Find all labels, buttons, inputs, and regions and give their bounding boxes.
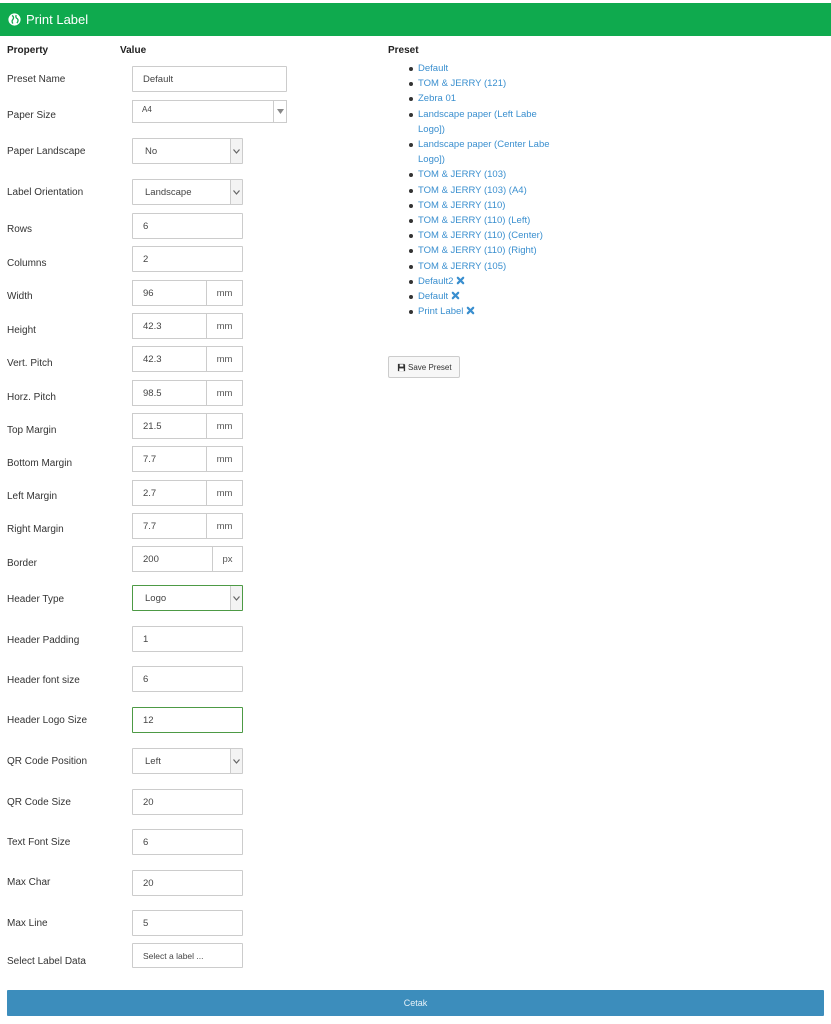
preset-item[interactable] [408, 167, 558, 182]
border-label: Border [7, 558, 38, 569]
page-header [0, 3, 831, 36]
bottom-margin-value: 7.7 [143, 453, 157, 465]
vert-pitch-unit: mm [206, 347, 242, 371]
left-margin-value: 2.7 [143, 487, 157, 499]
preset-item[interactable] [408, 304, 558, 319]
print-button[interactable] [7, 990, 824, 1016]
preset-link[interactable]: Default [418, 63, 449, 74]
qr-position-select[interactable] [132, 748, 243, 774]
header-padding-input[interactable] [132, 626, 243, 652]
preset-link[interactable]: Default2 [418, 275, 454, 287]
paper-landscape-select[interactable] [132, 138, 243, 164]
right-margin-unit: mm [206, 514, 242, 538]
width-value: 96 [143, 287, 154, 299]
width-unit: mm [206, 281, 242, 305]
border-value: 200 [143, 553, 159, 565]
right-margin-label: Right Margin [7, 524, 64, 535]
top-margin-label: Top Margin [7, 425, 57, 436]
preset-link[interactable]: Print Label [418, 306, 464, 318]
header-type-label: Header Type [7, 594, 65, 605]
width-input[interactable] [132, 280, 243, 306]
max-line-input[interactable] [132, 910, 243, 936]
qr-size-input[interactable] [132, 789, 243, 815]
preset-item[interactable] [408, 76, 558, 91]
border-unit: px [212, 547, 242, 571]
preset-item[interactable] [408, 289, 558, 304]
value-column-heading: Value [120, 45, 147, 56]
preset-item[interactable] [408, 61, 558, 76]
page-title: Print Label [26, 12, 89, 27]
vert-pitch-input[interactable] [132, 346, 243, 372]
chevron-down-icon [230, 180, 242, 204]
header-padding-value: 1 [143, 633, 149, 645]
columns-label: Columns [7, 258, 47, 269]
height-label: Height [7, 325, 36, 336]
delete-icon[interactable] [456, 275, 465, 284]
columns-value: 2 [143, 253, 149, 265]
max-char-label: Max Char [7, 877, 51, 888]
preset-link[interactable]: TOM & JERRY (110) (Center) [418, 230, 543, 242]
horz-pitch-value: 98.5 [143, 387, 162, 399]
preset-item[interactable] [408, 137, 558, 167]
bottom-margin-unit: mm [206, 447, 242, 471]
horz-pitch-input[interactable] [132, 380, 243, 406]
preset-item[interactable] [408, 107, 558, 137]
preset-item[interactable] [408, 243, 558, 258]
qr-size-label: QR Code Size [7, 797, 71, 808]
preset-item[interactable] [408, 228, 558, 243]
bottom-margin-input[interactable] [132, 446, 243, 472]
preset-link[interactable]: TOM & JERRY (110) (Left) [418, 215, 531, 227]
paper-size-value: A4 [142, 105, 152, 114]
preset-list [408, 61, 558, 319]
height-input[interactable] [132, 313, 243, 339]
max-char-value: 20 [143, 877, 154, 889]
right-margin-value: 7.7 [143, 520, 157, 532]
header-type-select[interactable] [132, 585, 243, 611]
qr-position-label: QR Code Position [7, 756, 88, 767]
header-font-size-label: Header font size [7, 675, 80, 686]
label-data-placeholder: Select a label ... [143, 950, 204, 961]
chevron-down-icon [273, 101, 286, 122]
preset-item[interactable] [408, 274, 558, 289]
preset-link[interactable]: Zebra 01 [418, 93, 457, 105]
preset-link[interactable]: TOM & JERRY (105) [418, 260, 507, 272]
preset-link[interactable]: Landscape paper (Center Labe Logo]) [418, 139, 550, 166]
bottom-margin-label: Bottom Margin [7, 458, 73, 469]
width-label: Width [7, 291, 33, 302]
text-font-size-input[interactable] [132, 829, 243, 855]
chevron-down-icon [230, 586, 242, 610]
rows-input[interactable] [132, 213, 243, 239]
preset-link[interactable]: TOM & JERRY (110) (Right) [418, 245, 537, 257]
header-padding-label: Header Padding [7, 635, 80, 646]
qr-size-value: 20 [143, 796, 154, 808]
label-data-select[interactable] [132, 943, 243, 968]
label-orientation-value: Landscape [145, 186, 192, 198]
preset-item[interactable] [408, 198, 558, 213]
max-char-input[interactable] [132, 870, 243, 896]
height-value: 42.3 [143, 320, 162, 332]
paper-landscape-label: Paper Landscape [7, 146, 86, 157]
header-logo-size-input[interactable] [132, 707, 243, 733]
height-unit: mm [206, 314, 242, 338]
rows-label: Rows [7, 224, 33, 235]
paper-size-label: Paper Size [7, 110, 56, 121]
globe-icon [8, 13, 21, 26]
header-font-size-input[interactable] [132, 666, 243, 692]
chevron-down-icon [230, 749, 242, 773]
preset-item[interactable] [408, 213, 558, 228]
rows-value: 6 [143, 220, 149, 232]
text-font-size-value: 6 [143, 836, 149, 848]
preset-link[interactable]: TOM & JERRY (121) [418, 78, 507, 90]
print-button-label: Cetak [403, 998, 428, 1008]
text-font-size-label: Text Font Size [7, 837, 71, 848]
save-preset-button[interactable] [388, 356, 460, 378]
top-margin-input[interactable] [132, 413, 243, 439]
paper-size-select[interactable] [132, 100, 287, 123]
header-type-value: Logo [145, 592, 167, 604]
header-font-size-value: 6 [143, 673, 149, 685]
label-orientation-select[interactable] [132, 179, 243, 205]
left-margin-label: Left Margin [7, 491, 58, 502]
vert-pitch-label: Vert. Pitch [7, 358, 53, 369]
paper-landscape-value: No [145, 145, 158, 157]
left-margin-input[interactable] [132, 480, 243, 506]
max-line-value: 5 [143, 917, 149, 929]
top-margin-value: 21.5 [143, 420, 162, 432]
preset-link[interactable]: Default [418, 291, 449, 303]
preset-item[interactable] [408, 183, 558, 198]
horz-pitch-label: Horz. Pitch [7, 392, 56, 403]
preset-link[interactable]: TOM & JERRY (103) (A4) [418, 184, 527, 196]
preset-item[interactable] [408, 91, 558, 106]
preset-link[interactable]: Landscape paper (Left Labe Logo]) [418, 108, 537, 135]
preset-name-input[interactable] [132, 66, 287, 92]
preset-heading: Preset [388, 45, 419, 56]
preset-link[interactable]: TOM & JERRY (110) [418, 199, 506, 211]
max-line-label: Max Line [7, 918, 48, 929]
preset-item[interactable] [408, 259, 558, 274]
preset-link[interactable]: TOM & JERRY (103) [418, 169, 507, 181]
horz-pitch-unit: mm [206, 381, 242, 405]
header-logo-size-label: Header Logo Size [7, 715, 88, 726]
top-margin-unit: mm [206, 414, 242, 438]
header-logo-size-value: 12 [143, 714, 154, 726]
preset-name-label: Preset Name [7, 74, 66, 85]
property-column-heading: Property [7, 45, 49, 56]
left-margin-unit: mm [206, 481, 242, 505]
border-input[interactable] [132, 546, 243, 572]
save-icon [397, 363, 406, 372]
delete-icon[interactable] [451, 290, 460, 299]
qr-position-value: Left [145, 755, 161, 767]
label-orientation-label: Label Orientation [7, 187, 84, 198]
vert-pitch-value: 42.3 [143, 353, 162, 365]
label-data-label: Select Label Data [7, 956, 86, 967]
delete-icon[interactable] [466, 305, 475, 314]
chevron-down-icon [230, 139, 242, 163]
preset-name-value: Default [143, 73, 174, 85]
save-preset-label: Save Preset [408, 362, 452, 372]
columns-input[interactable] [132, 246, 243, 272]
right-margin-input[interactable] [132, 513, 243, 539]
